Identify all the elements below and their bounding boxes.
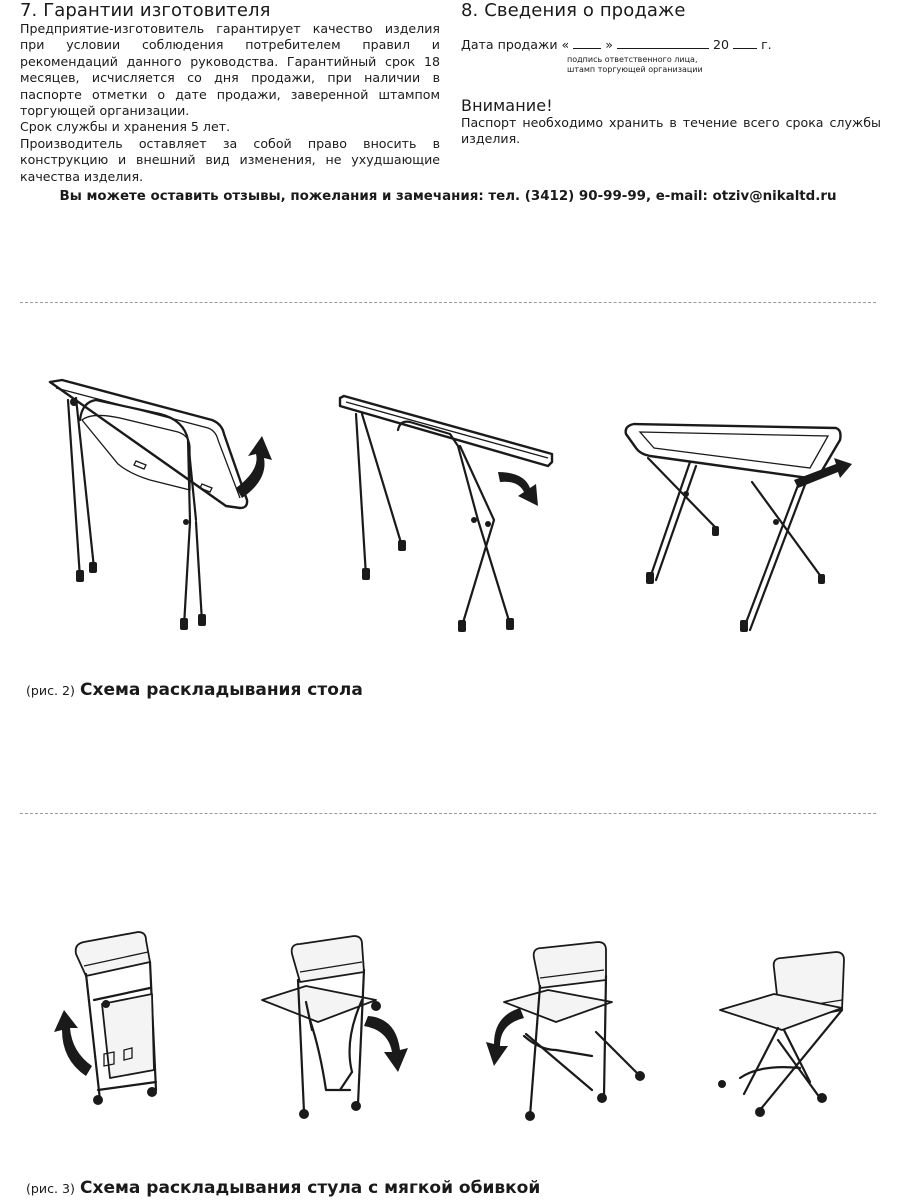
warranty-paragraph-1: Предприятие-изготовитель гарантирует качество изделия при условии соблюдения потребителем правил и рекомендаций данного руководства. Гарантийный срок 18 месяцев, исчисляется со дня продажи, при наличии в паспорте отметки о дате продажи, заверенной штампом торгующей организации.	[20, 21, 440, 119]
table-step-3	[626, 424, 841, 632]
fig3-caption	[26, 1178, 540, 1198]
fig3-prefix: (рис. 3)	[26, 1181, 75, 1196]
arrow-rotate-chair-3	[486, 1008, 524, 1066]
year-suffix: г.	[761, 37, 772, 52]
warranty-paragraph-2: Срок службы и хранения 5 лет.	[20, 119, 231, 135]
fig2-title: Схема раскладывания стола	[80, 680, 363, 700]
fig2-prefix: (рис. 2)	[26, 683, 75, 698]
warranty-paragraph-3: Производитель оставляет за собой право вносить в конструкцию и внешний вид изменения, не ухудшающие качества изделия.	[20, 135, 440, 184]
chair-step-3	[504, 942, 645, 1121]
arrow-rotate-down-2	[498, 472, 538, 506]
table-step-1	[50, 380, 247, 630]
arrow-rotate-down-chair-2	[364, 1016, 408, 1072]
chair-step-4	[718, 952, 844, 1117]
warranty-title: 7. Гарантии изготовителя	[20, 0, 271, 21]
attention-title: Внимание!	[461, 96, 553, 115]
quote-close: »	[605, 37, 613, 52]
attention-text: Паспорт необходимо хранить в течение всего срока службы изделия.	[461, 115, 881, 147]
signature-note-line-2: штамп торгующей организации	[567, 65, 703, 74]
sale-date-label: Дата продажи «	[461, 37, 570, 52]
year-prefix: 20	[713, 37, 730, 52]
sale-title: 8. Сведения о продаже	[461, 0, 686, 21]
arrow-rotate-up-chair-1	[54, 1010, 92, 1076]
table-step-2	[340, 396, 552, 632]
arrow-rotate-up-1	[236, 436, 272, 498]
chair-step-1	[76, 932, 157, 1105]
feedback-line: Вы можете оставить отзывы, пожелания и замечания: тел. (3412) 90-99-99, e-mail: otziv@nikaltd.ru	[59, 189, 837, 204]
signature-note-line-1: подпись ответственного лица,	[567, 55, 698, 64]
fig3-title: Схема раскладывания стула с мягкой обивкой	[80, 1178, 541, 1198]
fig2-caption	[26, 680, 363, 700]
chair-step-2	[262, 936, 381, 1119]
